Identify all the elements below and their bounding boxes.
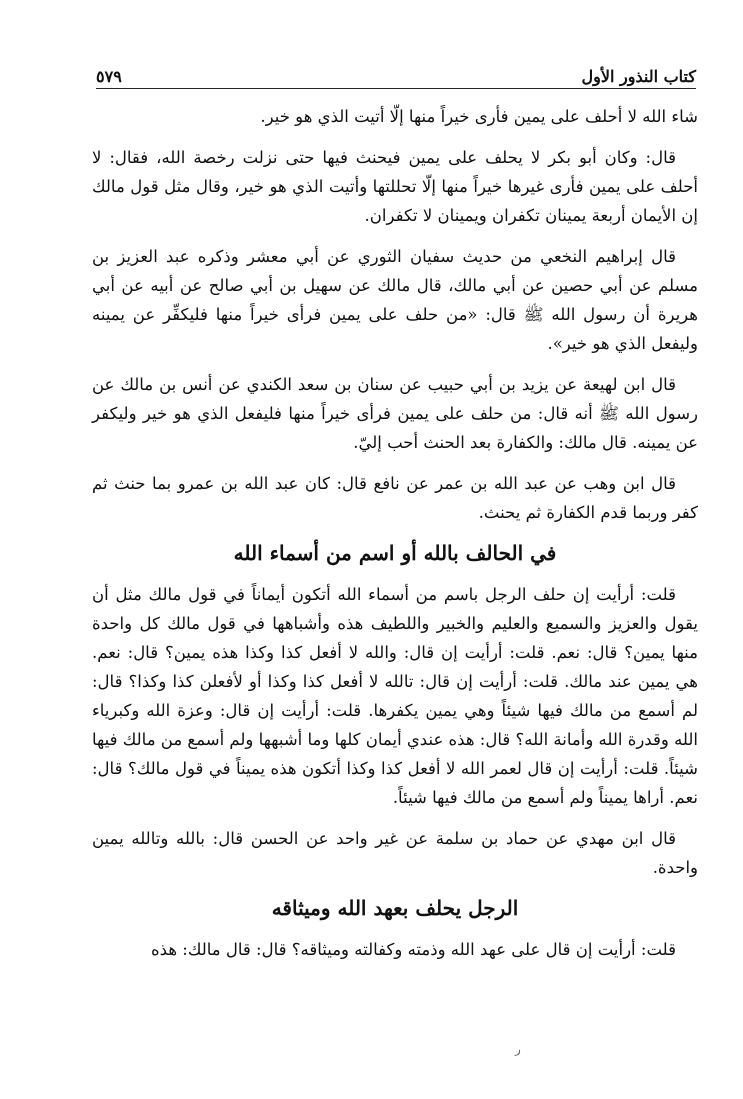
paragraph: قال ابن وهب عن عبد الله بن عمر عن نافع قال: كان عبد الله بن عمرو بما حنث ثم كفر وربما قدم الكفارة ثم يحنث. — [92, 474, 698, 522]
running-header — [96, 58, 696, 86]
paragraph: قلت: أرأيت إن قال على عهد الله وذمته وكفالته وميثاقه؟ قال: قال مالك: هذه — [151, 940, 676, 959]
paragraph: قلت: أرأيت إن حلف الرجل باسم من أسماء الله أتكون أيماناً في قول مالك مثل أن يقول والعزيز والسميع والعليم والخبير واللطيف هذه وأشباهها في قول مالك كل واحدة منها يمين؟ قال: نعم. قلت: أرأيت إن قال: والله لا أفعل كذا وكذا هذه يمين؟ قال: نعم. هي يمين عند مالك. قلت: أرأيت إن قال: تالله لا أفعل كذا وكذا أو لأفعلن كذا وكذا؟ قال: لم أسمع من مالك فيها شيئاً وهي يمين يكفرها. قلت: أرأيت إن قال: وعزة الله وكبرياء الله وقدرة الله وأمانة الله؟ قال: هذه عندي أيمان كلها وما أشبهها ولم أسمع من مالك فيها شيئاً. قلت: أرأيت إن قال لعمر الله لا أفعل كذا وكذا أتكون هذه يميناً في قول مالك؟ قال: نعم. أراها يميناً ولم أسمع من مالك فيها شيئاً. — [92, 585, 698, 807]
chapter-title: كتاب النذور الأول — [581, 67, 696, 86]
stray-mark: ر — [515, 1042, 521, 1056]
paragraph: قال ابن مهدي عن حماد بن سلمة عن غير واحد عن الحسن قال: بالله وتالله يمين واحدة. — [92, 829, 698, 877]
paragraph: قال ابن لهيعة عن يزيد بن أبي حبيب عن سنان بن سعد الكندي عن أنس بن مالك عن رسول الله ﷺ أنه قال: من حلف على يمين فرأى خيراً منها فليفعل الذي هو خير وليكفر عن يمينه. قال مالك: والكفارة بعد الحنث أحب إليّ. — [92, 375, 698, 452]
paragraph: قال إبراهيم النخعي من حديث سفيان الثوري عن أبي معشر وذكره عبد العزيز بن مسلم عن أبي حصين عن أبي مالك، قال مالك عن سهيل بن أبي صالح عن أبيه عن أبي هريرة أن رسول الله ﷺ قال: «من حلف على يمين فرأى خيراً منها فليكفِّر عن يمينه وليفعل الذي هو خير». — [92, 247, 698, 353]
section-heading: الرجل يحلف بعهد الله وميثاقه — [271, 896, 519, 920]
page-number: ٥٧٩ — [96, 67, 122, 86]
paragraph: قال: وكان أبو بكر لا يحلف على يمين فيحنث فيها حتى نزلت رخصة الله، فقال: لا أحلف على يمين فأرى غيرها خيراً منها إلّا تحللتها وأتيت الذي هو خير، وقال مثل قول مالك إن الأيمان أربعة يمينان تكفران ويمينان لا تكفران. — [92, 148, 698, 225]
main-text — [92, 102, 698, 976]
section-heading: في الحالف بالله أو اسم من أسماء الله — [233, 541, 557, 565]
header-divider — [96, 88, 696, 89]
paragraph: شاء الله لا أحلف على يمين فأرى خيراً منها إلّا أتيت الذي هو خير. — [260, 107, 698, 126]
